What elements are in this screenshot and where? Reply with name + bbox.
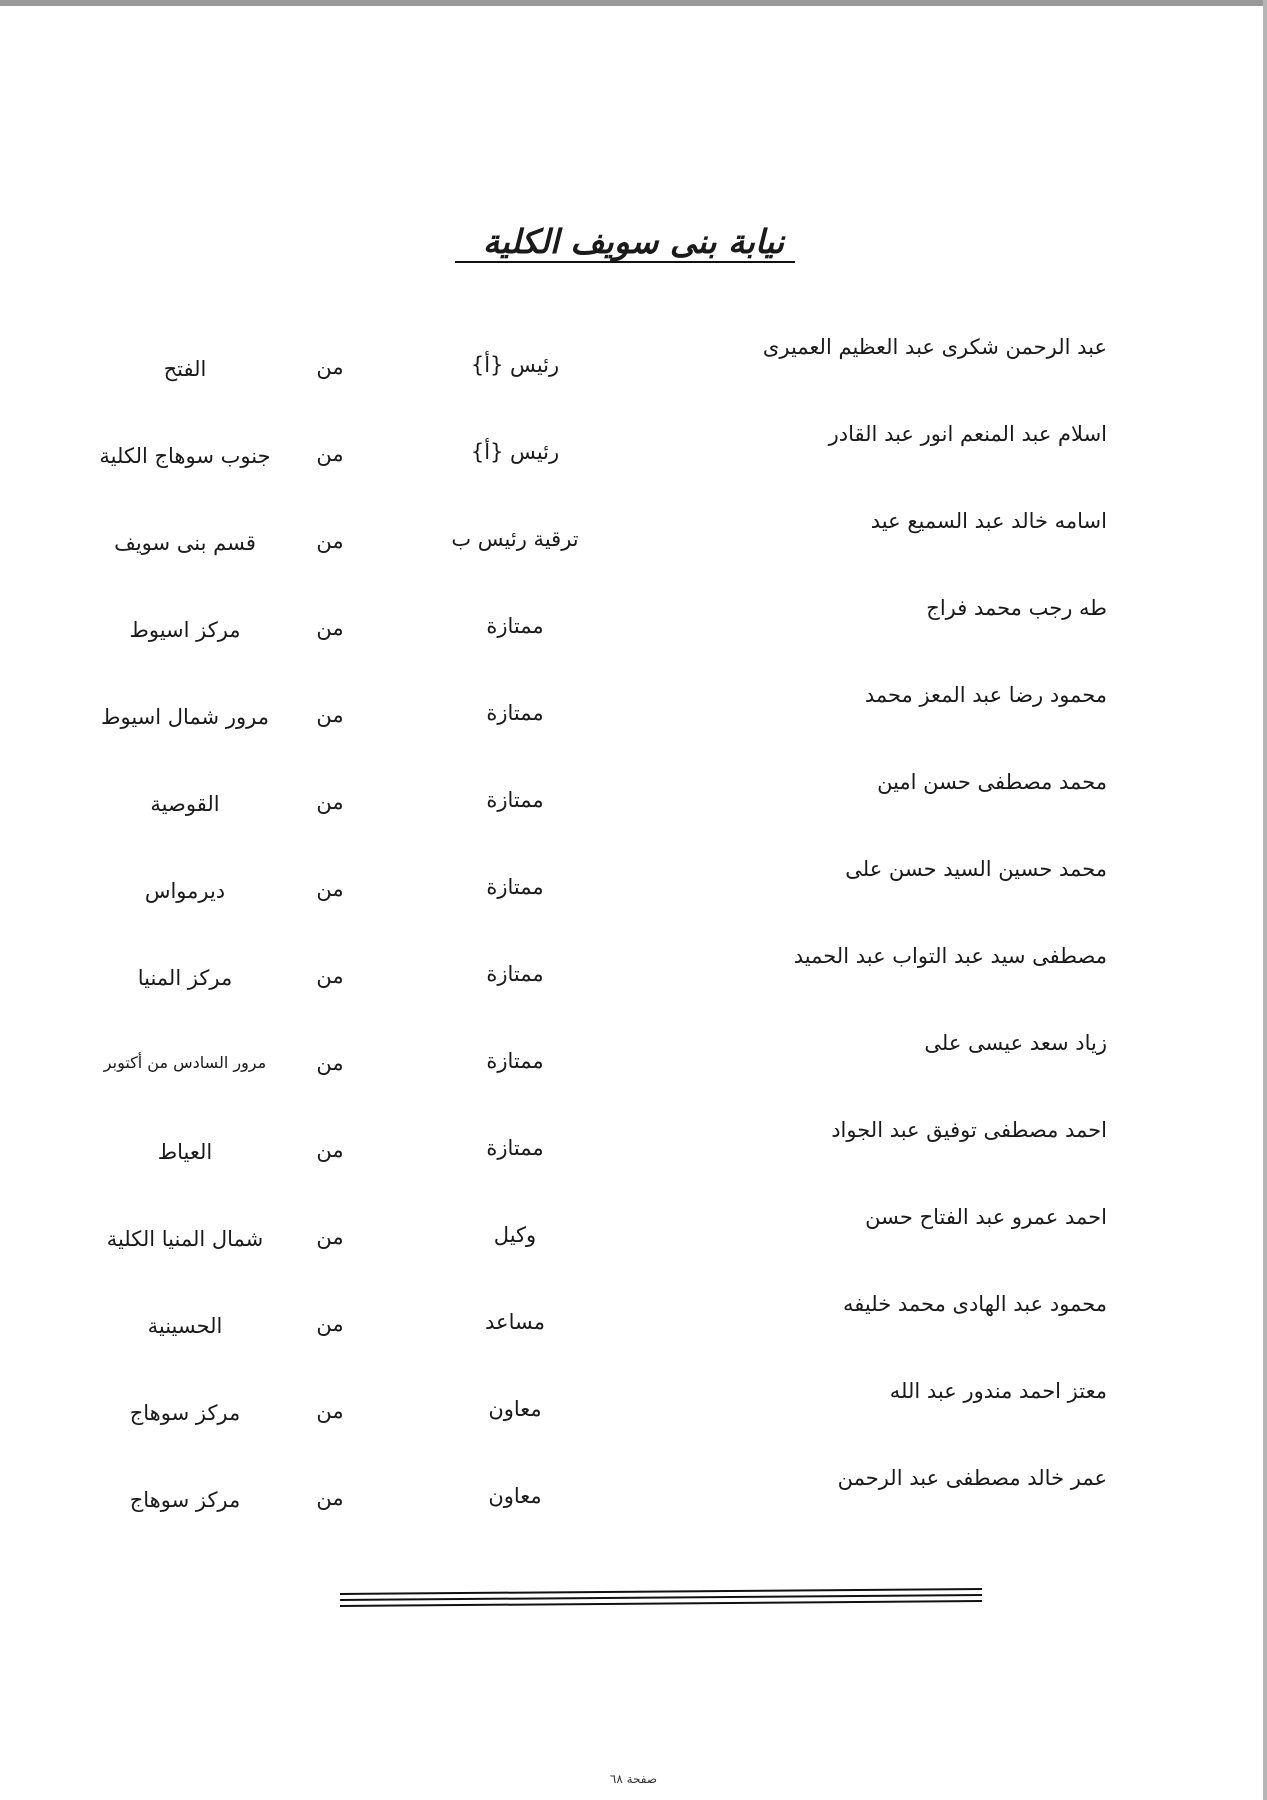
from-label: من xyxy=(316,1312,344,1336)
from-label: من xyxy=(316,529,344,553)
list-item xyxy=(0,422,1267,482)
list-item xyxy=(0,596,1267,656)
origin-place: قسم بنى سويف xyxy=(114,531,256,555)
grade-label: ممتازة xyxy=(486,701,544,725)
origin-place: مرور السادس من أكتوبر xyxy=(103,1053,267,1072)
person-name: احمد مصطفى توفيق عبد الجواد xyxy=(831,1118,1107,1142)
list-item xyxy=(0,1466,1267,1526)
from-label: من xyxy=(316,355,344,379)
list-item xyxy=(0,1379,1267,1439)
from-label: من xyxy=(316,1225,344,1249)
list-item xyxy=(0,335,1267,395)
end-divider xyxy=(340,1588,982,1616)
grade-label: رئيس {أ} xyxy=(470,353,560,377)
person-name: عبد الرحمن شكرى عبد العظيم العميرى xyxy=(762,335,1107,359)
person-name: احمد عمرو عبد الفتاح حسن xyxy=(865,1205,1107,1229)
origin-place: مرور شمال اسيوط xyxy=(101,705,269,729)
page-title: نيابة بنى سويف الكلية xyxy=(482,222,785,261)
person-name: اسامه خالد عبد السميع عيد xyxy=(870,509,1107,533)
grade-label: معاون xyxy=(488,1397,542,1421)
person-name: محمود عبد الهادى محمد خليفه xyxy=(843,1292,1107,1316)
origin-place: الحسينية xyxy=(147,1314,223,1338)
person-name: محمد حسين السيد حسن على xyxy=(845,857,1107,881)
from-label: من xyxy=(316,964,344,988)
from-label: من xyxy=(316,616,344,640)
list-item xyxy=(0,1205,1267,1265)
from-label: من xyxy=(316,1486,344,1510)
origin-place: مركز سوهاج xyxy=(129,1488,241,1512)
grade-label: ممتازة xyxy=(486,614,544,638)
from-label: من xyxy=(316,1399,344,1423)
origin-place: مركز المنيا xyxy=(137,966,233,990)
grade-label: وكيل xyxy=(493,1223,537,1247)
origin-place: مركز اسيوط xyxy=(129,618,241,642)
grade-label: مساعد xyxy=(485,1310,545,1334)
from-label: من xyxy=(316,877,344,901)
person-name: مصطفى سيد عبد التواب عبد الحميد xyxy=(793,944,1107,968)
grade-label: ممتازة xyxy=(486,1049,544,1073)
list-item xyxy=(0,509,1267,569)
list-item xyxy=(0,944,1267,1004)
list-item xyxy=(0,857,1267,917)
list-item xyxy=(0,1118,1267,1178)
origin-place: مركز سوهاج xyxy=(129,1401,241,1425)
from-label: من xyxy=(316,442,344,466)
from-label: من xyxy=(316,1138,344,1162)
grade-label: ممتازة xyxy=(486,875,544,899)
grade-label: ترقية رئيس ب xyxy=(451,527,579,551)
person-name: زياد سعد عيسى على xyxy=(924,1031,1107,1055)
person-name: محمد مصطفى حسن امين xyxy=(877,770,1107,794)
scan-top-edge xyxy=(0,0,1267,6)
grade-label: ممتازة xyxy=(486,1136,544,1160)
title-underline xyxy=(455,261,795,263)
person-name: اسلام عبد المنعم انور عبد القادر xyxy=(828,422,1107,446)
person-name: محمود رضا عبد المعز محمد xyxy=(864,683,1107,707)
list-item xyxy=(0,683,1267,743)
page-number: صفحة ٦٨ xyxy=(609,1772,658,1786)
person-name: عمر خالد مصطفى عبد الرحمن xyxy=(837,1466,1107,1490)
list-item xyxy=(0,1292,1267,1352)
origin-place: شمال المنيا الكلية xyxy=(106,1227,264,1251)
person-name: طه رجب محمد فراج xyxy=(926,596,1107,620)
list-item xyxy=(0,770,1267,830)
list-item xyxy=(0,1031,1267,1091)
from-label: من xyxy=(316,1051,344,1075)
grade-label: معاون xyxy=(488,1484,542,1508)
origin-place: جنوب سوهاج الكلية xyxy=(99,444,271,468)
grade-label: رئيس {أ} xyxy=(470,440,560,464)
origin-place: ديرمواس xyxy=(144,879,226,903)
origin-place: الفتح xyxy=(163,357,207,381)
from-label: من xyxy=(316,790,344,814)
origin-place: القوصية xyxy=(150,792,220,816)
from-label: من xyxy=(316,703,344,727)
grade-label: ممتازة xyxy=(486,962,544,986)
origin-place: العياط xyxy=(157,1140,213,1164)
person-name: معتز احمد مندور عبد الله xyxy=(889,1379,1107,1403)
grade-label: ممتازة xyxy=(486,788,544,812)
